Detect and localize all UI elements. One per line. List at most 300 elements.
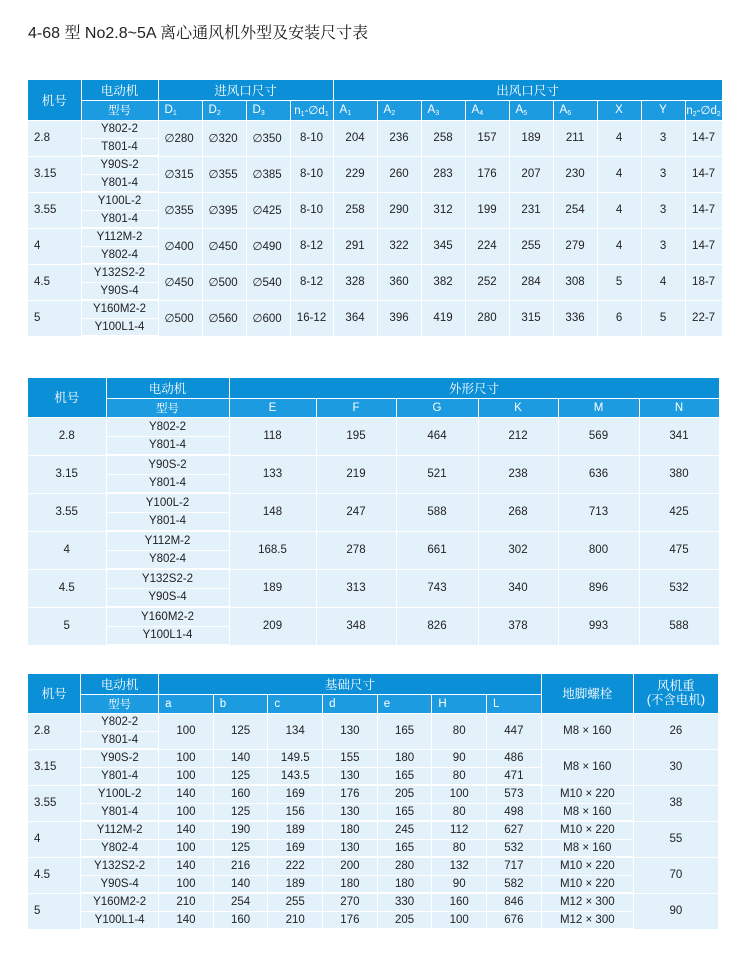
cell-value: 222 (268, 857, 323, 875)
cell-value: 569 (558, 417, 639, 455)
motor-type: Y801-4 (106, 512, 229, 531)
cell-value: 160 (432, 893, 487, 911)
cell-value: 627 (487, 821, 542, 839)
col-G: G (396, 398, 478, 417)
cell-value: 140 (159, 821, 214, 839)
cell-value: 14-7 (685, 120, 722, 156)
cell-value: 846 (487, 893, 542, 911)
col-c: c (268, 694, 323, 713)
col-A6: $A_6$ (553, 100, 597, 120)
cell-value: 245 (377, 821, 432, 839)
bolt-spec: M10 × 220 (541, 785, 633, 803)
cell-value: 90 (432, 875, 487, 893)
cell-value: 5 (597, 264, 641, 300)
table-row (28, 607, 719, 626)
header-motor: 电动机 (81, 674, 159, 694)
header-outlet: 出风口尺寸 (333, 80, 722, 100)
cell-value: 8-12 (290, 264, 333, 300)
cell-value: 3 (641, 156, 685, 192)
col-a: a (159, 694, 214, 713)
cell-value: ∅350 (246, 120, 290, 156)
cell-value: 236 (377, 120, 421, 156)
cell-value: 180 (377, 749, 432, 767)
cell-value: 279 (553, 228, 597, 264)
cell-value: 6 (597, 300, 641, 336)
col-A3: $A_3$ (421, 100, 465, 120)
cell-value: ∅355 (158, 192, 202, 228)
cell-value: 130 (323, 803, 378, 821)
header-base: 基础尺寸 (159, 674, 542, 694)
table-row (28, 875, 719, 893)
cell-value: 148 (229, 493, 316, 531)
cell-value: 255 (268, 893, 323, 911)
header-motor-type: 型号 (81, 694, 159, 713)
motor-type: Y90S-2 (81, 156, 158, 174)
motor-type: Y100L1-4 (81, 318, 158, 336)
cell-value: 112 (432, 821, 487, 839)
motor-type: Y801-4 (81, 210, 158, 228)
cell-value: ∅385 (246, 156, 290, 192)
cell-value: 143.5 (268, 767, 323, 785)
table-row (28, 264, 722, 282)
cell-value: ∅450 (158, 264, 202, 300)
bolt-spec: M8 × 160 (541, 713, 633, 749)
motor-type: Y801-4 (81, 803, 159, 821)
model-number: 3.15 (28, 455, 106, 493)
motor-type: Y802-4 (106, 550, 229, 569)
cell-value: ∅400 (158, 228, 202, 264)
motor-type: Y801-4 (81, 174, 158, 192)
cell-value: 4 (597, 192, 641, 228)
table-row (28, 911, 719, 929)
cell-value: 18-7 (685, 264, 722, 300)
motor-type: Y90S-4 (81, 875, 159, 893)
cell-value: 100 (159, 803, 214, 821)
motor-type: Y112M-2 (106, 531, 229, 550)
cell-value: 156 (268, 803, 323, 821)
cell-value: 743 (396, 569, 478, 607)
motor-type: Y112M-2 (81, 821, 159, 839)
model-number: 5 (28, 607, 106, 645)
header-model: 机号 (28, 378, 106, 417)
cell-value: 231 (509, 192, 553, 228)
cell-value: 100 (432, 911, 487, 929)
cell-value: 180 (323, 875, 378, 893)
cell-value: 676 (487, 911, 542, 929)
cell-value: 140 (159, 857, 214, 875)
table-row (28, 785, 719, 803)
cell-value: 165 (377, 713, 432, 749)
bolt-spec: M10 × 220 (541, 857, 633, 875)
motor-type: Y160M2-2 (106, 607, 229, 626)
cell-value: 396 (377, 300, 421, 336)
cell-value: 4 (597, 120, 641, 156)
model-number: 3.15 (28, 749, 81, 785)
col-L: L (487, 694, 542, 713)
cell-value: 475 (639, 531, 719, 569)
cell-value: 210 (159, 893, 214, 911)
cell-value: 16-12 (290, 300, 333, 336)
col-N: N (639, 398, 719, 417)
model-number: 4 (28, 531, 106, 569)
cell-value: 190 (213, 821, 268, 839)
model-number: 2.8 (28, 713, 81, 749)
cell-value: 100 (159, 713, 214, 749)
cell-value: 169 (268, 839, 323, 857)
bolt-spec: M8 × 160 (541, 803, 633, 821)
cell-value: 216 (213, 857, 268, 875)
cell-value: 212 (478, 417, 558, 455)
header-shape: 外形尺寸 (229, 378, 719, 398)
cell-value: 168.5 (229, 531, 316, 569)
col-A5: $A_5$ (509, 100, 553, 120)
outline-dimension-table (28, 378, 720, 646)
cell-value: 284 (509, 264, 553, 300)
motor-type: T801-4 (81, 138, 158, 156)
header-model: 机号 (28, 674, 81, 713)
cell-value: 378 (478, 607, 558, 645)
col-M: M (558, 398, 639, 417)
cell-value: 717 (487, 857, 542, 875)
cell-value: 322 (377, 228, 421, 264)
cell-value: 258 (421, 120, 465, 156)
cell-value: 3 (641, 120, 685, 156)
cell-value: 260 (377, 156, 421, 192)
cell-value: 100 (159, 875, 214, 893)
col-X: X (597, 100, 641, 120)
motor-type: Y90S-4 (81, 282, 158, 300)
bolt-spec: M10 × 220 (541, 875, 633, 893)
cell-value: 140 (213, 875, 268, 893)
table-row (28, 120, 722, 138)
cell-value: 8-10 (290, 192, 333, 228)
cell-value: 521 (396, 455, 478, 493)
model-number: 4.5 (28, 857, 81, 893)
cell-value: 165 (377, 839, 432, 857)
cell-value: 204 (333, 120, 377, 156)
cell-value: 125 (213, 803, 268, 821)
header-motor: 电动机 (106, 378, 229, 398)
cell-value: 180 (377, 875, 432, 893)
motor-type: Y100L-2 (81, 785, 159, 803)
cell-value: 254 (553, 192, 597, 228)
cell-value: 419 (421, 300, 465, 336)
cell-value: 80 (432, 839, 487, 857)
table-row (28, 749, 719, 767)
motor-type: Y160M2-2 (81, 300, 158, 318)
cell-value: ∅500 (158, 300, 202, 336)
cell-value: 189 (268, 875, 323, 893)
model-number: 5 (28, 300, 81, 336)
cell-value: 189 (268, 821, 323, 839)
motor-type: Y160M2-2 (81, 893, 159, 911)
fan-weight: 38 (633, 785, 718, 821)
motor-type: Y802-2 (81, 120, 158, 138)
fan-weight: 30 (633, 749, 718, 785)
model-number: 4.5 (28, 264, 81, 300)
cell-value: 125 (213, 767, 268, 785)
cell-value: 205 (377, 785, 432, 803)
cell-value: 3 (641, 192, 685, 228)
cell-value: 255 (509, 228, 553, 264)
model-number: 3.55 (28, 493, 106, 531)
cell-value: 471 (487, 767, 542, 785)
fan-weight: 26 (633, 713, 718, 749)
cell-value: 100 (432, 785, 487, 803)
cell-value: 176 (323, 911, 378, 929)
cell-value: 588 (396, 493, 478, 531)
cell-value: 588 (639, 607, 719, 645)
model-number: 5 (28, 893, 81, 929)
col-A2: $A_2$ (377, 100, 421, 120)
cell-value: 169 (268, 785, 323, 803)
cell-value: 447 (487, 713, 542, 749)
cell-value: 308 (553, 264, 597, 300)
header-motor-type: 型号 (81, 100, 158, 120)
cell-value: 8-12 (290, 228, 333, 264)
cell-value: 14-7 (685, 192, 722, 228)
cell-value: ∅315 (158, 156, 202, 192)
cell-value: 661 (396, 531, 478, 569)
bolt-spec: M12 × 300 (541, 911, 633, 929)
cell-value: 3 (641, 228, 685, 264)
cell-value: 207 (509, 156, 553, 192)
cell-value: 22-7 (685, 300, 722, 336)
cell-value: 80 (432, 713, 487, 749)
cell-value: 280 (465, 300, 509, 336)
cell-value: ∅600 (246, 300, 290, 336)
cell-value: 258 (333, 192, 377, 228)
cell-value: 199 (465, 192, 509, 228)
cell-value: 80 (432, 803, 487, 821)
col-d: d (323, 694, 378, 713)
table-row (28, 803, 719, 821)
cell-value: 498 (487, 803, 542, 821)
model-number: 4.5 (28, 569, 106, 607)
cell-value: 278 (316, 531, 396, 569)
col-D2: $D_2$ (202, 100, 246, 120)
cell-value: 230 (553, 156, 597, 192)
header-motor: 电动机 (81, 80, 158, 100)
table-row (28, 821, 719, 839)
motor-type: Y132S2-2 (81, 264, 158, 282)
header-bolt: 地脚螺栓 (541, 674, 633, 713)
motor-type: Y112M-2 (81, 228, 158, 246)
cell-value: ∅280 (158, 120, 202, 156)
cell-value: 328 (333, 264, 377, 300)
cell-value: 176 (323, 785, 378, 803)
cell-value: 211 (553, 120, 597, 156)
model-number: 3.15 (28, 156, 81, 192)
cell-value: 5 (641, 300, 685, 336)
cell-value: 532 (487, 839, 542, 857)
cell-value: 573 (487, 785, 542, 803)
motor-type: Y100L1-4 (81, 911, 159, 929)
cell-value: 80 (432, 767, 487, 785)
table-row (28, 455, 719, 474)
cell-value: 118 (229, 417, 316, 455)
cell-value: 291 (333, 228, 377, 264)
cell-value: 302 (478, 531, 558, 569)
cell-value: 8-10 (290, 120, 333, 156)
cell-value: 189 (509, 120, 553, 156)
bolt-spec: M10 × 220 (541, 821, 633, 839)
cell-value: 290 (377, 192, 421, 228)
motor-type: Y802-4 (81, 839, 159, 857)
cell-value: 532 (639, 569, 719, 607)
header-motor-type: 型号 (106, 398, 229, 417)
cell-value: 252 (465, 264, 509, 300)
cell-value: 4 (597, 156, 641, 192)
model-number: 2.8 (28, 417, 106, 455)
cell-value: ∅560 (202, 300, 246, 336)
motor-type: Y801-4 (106, 474, 229, 493)
cell-value: 312 (421, 192, 465, 228)
cell-value: 100 (159, 749, 214, 767)
cell-value: 380 (639, 455, 719, 493)
cell-value: 133 (229, 455, 316, 493)
cell-value: 160 (213, 785, 268, 803)
col-F: F (316, 398, 396, 417)
cell-value: 134 (268, 713, 323, 749)
fan-weight: 55 (633, 821, 718, 857)
cell-value: 157 (465, 120, 509, 156)
cell-value: 176 (465, 156, 509, 192)
cell-value: 636 (558, 455, 639, 493)
cell-value: 130 (323, 767, 378, 785)
cell-value: 345 (421, 228, 465, 264)
cell-value: 280 (377, 857, 432, 875)
cell-value: 130 (323, 713, 378, 749)
cell-value: 8-10 (290, 156, 333, 192)
model-number: 4 (28, 228, 81, 264)
inlet-outlet-table (28, 80, 723, 337)
table-row (28, 839, 719, 857)
col-b: b (213, 694, 268, 713)
motor-type: Y802-4 (81, 246, 158, 264)
motor-type: Y132S2-2 (81, 857, 159, 875)
cell-value: ∅450 (202, 228, 246, 264)
cell-value: 315 (509, 300, 553, 336)
motor-type: Y801-4 (81, 731, 159, 749)
cell-value: ∅320 (202, 120, 246, 156)
col-e: e (377, 694, 432, 713)
cell-value: 140 (159, 785, 214, 803)
cell-value: 826 (396, 607, 478, 645)
model-number: 3.55 (28, 192, 81, 228)
cell-value: 348 (316, 607, 396, 645)
col-n2d2: $n_2-\emptyset d_2$ (685, 100, 722, 120)
cell-value: 132 (432, 857, 487, 875)
model-number: 4 (28, 821, 81, 857)
table-row (28, 857, 719, 875)
cell-value: 364 (333, 300, 377, 336)
cell-value: 464 (396, 417, 478, 455)
cell-value: ∅490 (246, 228, 290, 264)
table-row (28, 493, 719, 512)
cell-value: 224 (465, 228, 509, 264)
cell-value: 896 (558, 569, 639, 607)
col-A4: $A_4$ (465, 100, 509, 120)
header-weight-note: (不含电机) (646, 693, 706, 708)
header-weight (633, 674, 718, 713)
cell-value: 100 (159, 839, 214, 857)
cell-value: 210 (268, 911, 323, 929)
cell-value: 336 (553, 300, 597, 336)
cell-value: 205 (377, 911, 432, 929)
col-Y: Y (641, 100, 685, 120)
header-weight-label: 风机重 (657, 679, 695, 694)
cell-value: 209 (229, 607, 316, 645)
cell-value: 90 (432, 749, 487, 767)
motor-type: Y90S-2 (106, 455, 229, 474)
cell-value: 283 (421, 156, 465, 192)
table-row (28, 569, 719, 588)
header-model: 机号 (28, 80, 81, 120)
cell-value: 4 (597, 228, 641, 264)
cell-value: ∅425 (246, 192, 290, 228)
cell-value: 140 (159, 911, 214, 929)
cell-value: 229 (333, 156, 377, 192)
cell-value: 341 (639, 417, 719, 455)
table-row (28, 228, 722, 246)
cell-value: 165 (377, 767, 432, 785)
col-D1: $D_1$ (158, 100, 202, 120)
cell-value: 4 (641, 264, 685, 300)
motor-type: Y100L-2 (106, 493, 229, 512)
cell-value: 160 (213, 911, 268, 929)
motor-type: Y132S2-2 (106, 569, 229, 588)
cell-value: 340 (478, 569, 558, 607)
model-number: 2.8 (28, 120, 81, 156)
col-A1: $A_1$ (333, 100, 377, 120)
motor-type: Y802-2 (106, 417, 229, 436)
cell-value: 313 (316, 569, 396, 607)
col-H: H (432, 694, 487, 713)
cell-value: 100 (159, 767, 214, 785)
cell-value: 238 (478, 455, 558, 493)
motor-type: Y802-2 (81, 713, 159, 731)
motor-type: Y90S-4 (106, 588, 229, 607)
cell-value: 189 (229, 569, 316, 607)
table-row (28, 417, 719, 436)
cell-value: 993 (558, 607, 639, 645)
table-row (28, 156, 722, 174)
table-row (28, 893, 719, 911)
cell-value: 270 (323, 893, 378, 911)
fan-weight: 90 (633, 893, 718, 929)
motor-type: Y100L-2 (81, 192, 158, 210)
cell-value: 219 (316, 455, 396, 493)
page-title: 4-68 型 No2.8~5A 离心通风机外型及安装尺寸表 (28, 25, 369, 42)
table-row (28, 531, 719, 550)
header-inlet: 进风口尺寸 (158, 80, 333, 100)
cell-value: 125 (213, 839, 268, 857)
cell-value: 149.5 (268, 749, 323, 767)
cell-value: 195 (316, 417, 396, 455)
table-row (28, 300, 722, 318)
bolt-spec: M8 × 160 (541, 839, 633, 857)
motor-type: Y90S-2 (81, 749, 159, 767)
cell-value: ∅500 (202, 264, 246, 300)
motor-type: Y100L1-4 (106, 626, 229, 645)
cell-value: 140 (213, 749, 268, 767)
cell-value: 14-7 (685, 156, 722, 192)
cell-value: 582 (487, 875, 542, 893)
cell-value: 800 (558, 531, 639, 569)
cell-value: 14-7 (685, 228, 722, 264)
cell-value: 254 (213, 893, 268, 911)
